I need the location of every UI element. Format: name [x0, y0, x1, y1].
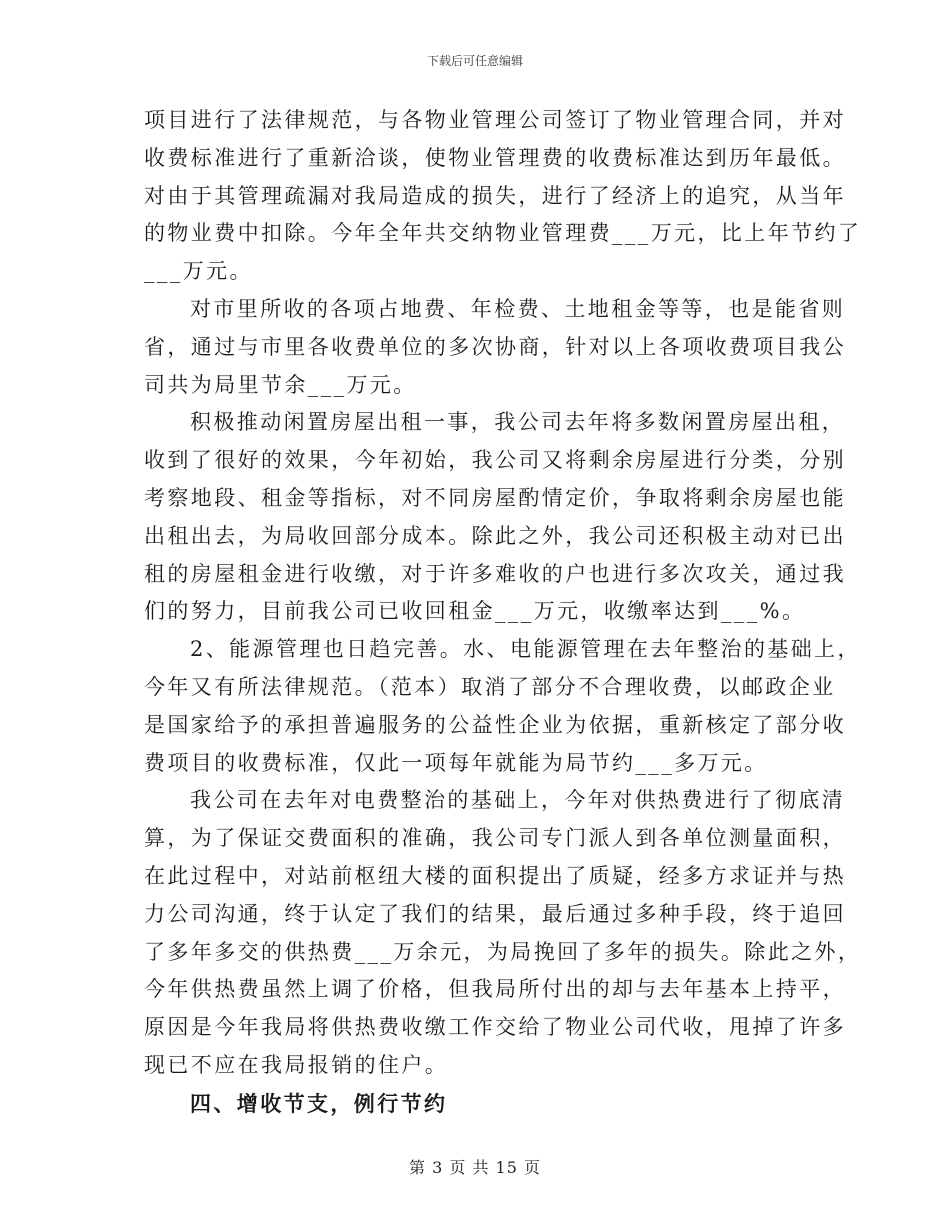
text-line: 收费标准进行了重新洽谈，使物业管理费的收费标准达到历年最低。 — [144, 145, 846, 170]
text-line: 现已不应在我局报销的住户。 — [144, 1052, 449, 1077]
text-line: 原因是今年我局将供热费收缴工作交给了物业公司代收，甩掉了许多 — [144, 1015, 846, 1040]
text-line: 项目进行了法律规范，与各物业管理公司签订了物业管理合同，并对 — [144, 108, 846, 132]
paragraph-5 — [144, 782, 862, 1084]
text-line: 了多年多交的供热费___万余元，为局挽回了多年的损失。除此之外， — [144, 939, 862, 964]
text-line: 们的努力，目前我公司已收回租金___万元，收缴率达到___%。 — [144, 599, 806, 624]
text-line: ___万元。 — [144, 259, 253, 284]
paragraph-1 — [144, 102, 862, 291]
text-line: 省，通过与市里各收费单位的多次协商，针对以上各项收费项目我公 — [144, 334, 846, 359]
text-line: 我公司在去年对电费整治的基础上，今年对供热费进行了彻底清 — [190, 788, 846, 813]
document-body — [144, 102, 862, 1123]
text-line: 力公司沟通，终于认定了我们的结果，最后通过多种手段，终于追回 — [144, 901, 846, 926]
page-number: 第 3 页 共 15 页 — [409, 1158, 541, 1177]
text-line: 在此过程中，对站前枢纽大楼的面积提出了质疑，经多方求证并与热 — [144, 863, 846, 888]
text-line: 算，为了保证交费面积的准确，我公司专门派人到各单位测量面积， — [144, 826, 846, 851]
text-line: 出租出去，为局收回部分成本。除此之外，我公司还积极主动对已出 — [144, 523, 846, 548]
text-line: 考察地段、租金等指标，对不同房屋酌情定价，争取将剩余房屋也能 — [144, 485, 846, 510]
text-line: 对由于其管理疏漏对我局造成的损失，进行了经济上的追究，从当年 — [144, 183, 846, 208]
text-line: 是国家给予的承担普遍服务的公益性企业为依据，重新核定了部分收 — [144, 712, 846, 737]
text-line: 今年又有所法律规范。（范本）取消了部分不合理收费，以邮政企业 — [144, 674, 836, 699]
text-line: 收到了很好的效果，今年初始，我公司又将剩余房屋进行分类，分别 — [144, 448, 846, 473]
text-line: 费项目的收费标准，仅此一项每年就能为局节约___多万元。 — [144, 750, 768, 775]
text-line: 的物业费中扣除。今年全年共交纳物业管理费___万元，比上年节约了 — [144, 221, 862, 246]
paragraph-2 — [144, 291, 846, 404]
paragraph-3 — [144, 404, 846, 631]
text-line: 今年供热费虽然上调了价格，但我局所付出的却与去年基本上持平， — [144, 977, 846, 1002]
text-line: 2、能源管理也日趋完善。水、电能源管理在去年整治的基础上， — [190, 637, 861, 662]
text-line: 司共为局里节余___万元。 — [144, 372, 417, 397]
section-heading: 四、增收节支，例行节约 — [190, 1090, 448, 1116]
text-line: 租的房屋租金进行收缴，对于许多难收的户也进行多次攻关，通过我 — [144, 561, 846, 586]
paragraph-4 — [144, 631, 861, 782]
text-line: 对市里所收的各项占地费、年检费、土地租金等等，也是能省则 — [190, 296, 846, 321]
text-line: 积极推动闲置房屋出租一事，我公司去年将多数闲置房屋出租， — [190, 410, 846, 435]
page-header: 下载后可任意编辑 — [426, 54, 523, 68]
